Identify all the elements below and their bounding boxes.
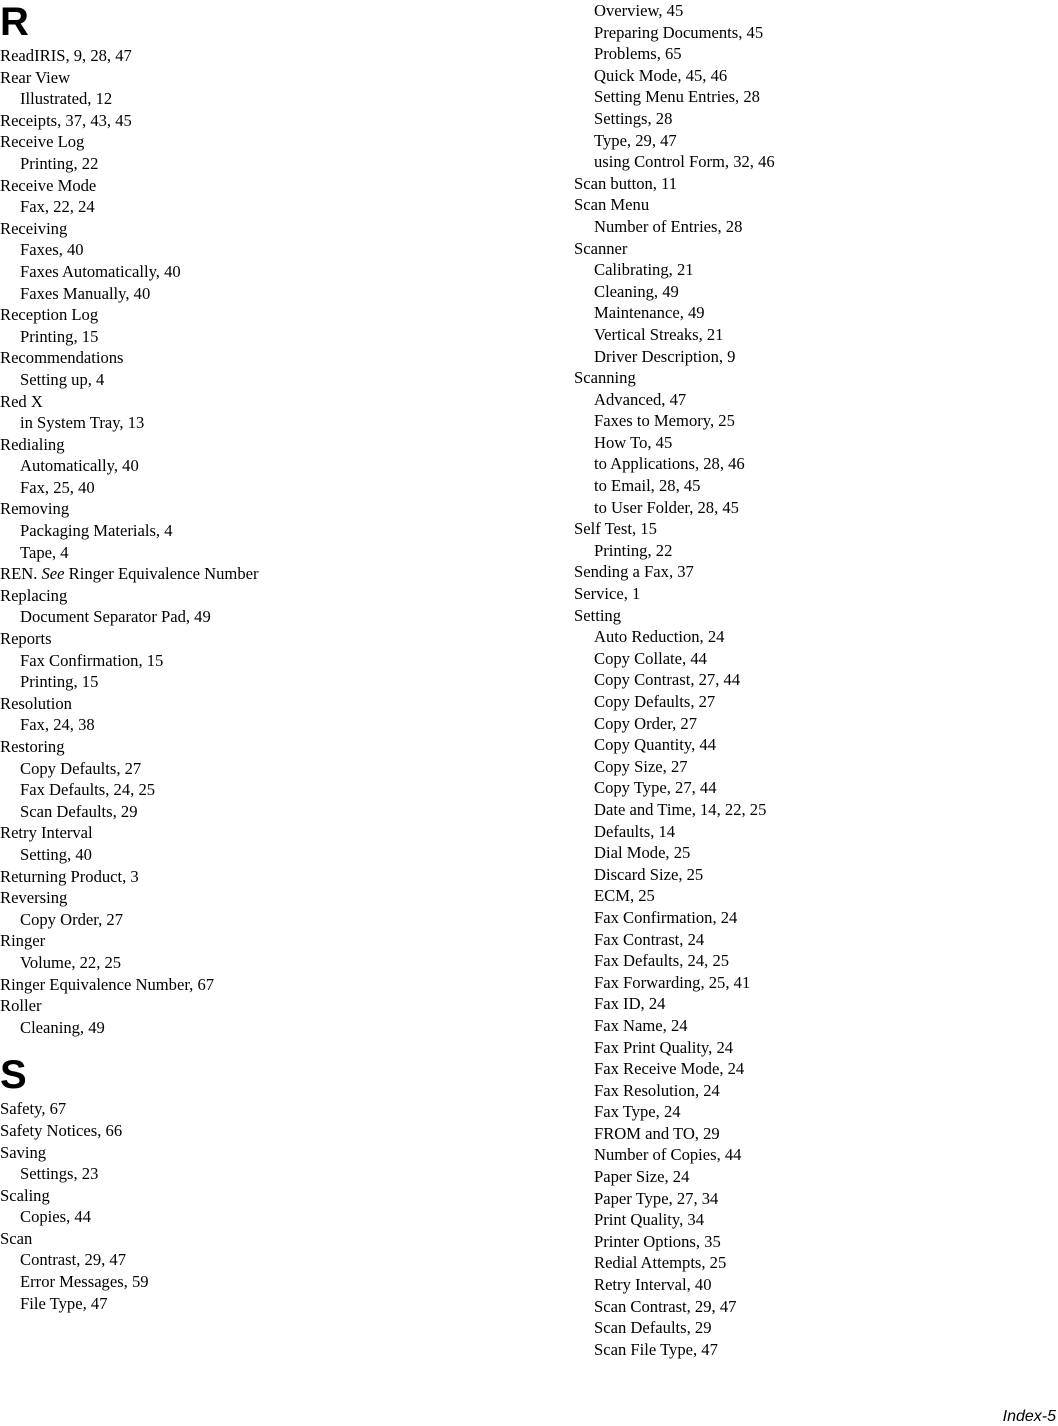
index-subentry: Cleaning, 49	[20, 1017, 105, 1037]
index-subentry: Number of Entries, 28	[594, 216, 743, 236]
index-entry: Redialing	[0, 434, 65, 454]
index-subentry: File Type, 47	[20, 1293, 108, 1313]
index-subentry: Vertical Streaks, 21	[594, 324, 724, 344]
see-target: Ringer Equivalence Number	[64, 564, 259, 584]
index-subentry: Print Quality, 34	[594, 1210, 705, 1230]
index-entry: Ringer	[0, 931, 46, 951]
index-subentry: Copy Order, 27	[594, 713, 698, 733]
index-subentry: Tape, 4	[20, 542, 69, 562]
index-subentry: Copy Defaults, 27	[20, 758, 142, 778]
index-subentry: Date and Time, 14, 22, 25	[594, 799, 767, 819]
index-entry: Self Test, 15	[574, 519, 657, 539]
index-subentry: Discard Size, 25	[594, 864, 704, 884]
index-entry: Replacing	[0, 585, 68, 605]
index-entry-text: REN.	[0, 564, 42, 584]
index-entry: Returning Product, 3	[0, 866, 139, 886]
index-entry: Retry Interval	[0, 823, 93, 843]
index-subentry: Setting up, 4	[20, 369, 105, 389]
index-subentry: Scan Contrast, 29, 47	[594, 1296, 737, 1316]
index-subentry: Fax Defaults, 24, 25	[20, 780, 156, 800]
index-subentry: Contrast, 29, 47	[20, 1250, 127, 1270]
index-entry: Resolution	[0, 693, 72, 713]
index-subentry: Paper Size, 24	[594, 1167, 690, 1187]
index-entry: ReadIRIS, 9, 28, 47	[0, 46, 132, 65]
index-subentry: Printing, 22	[20, 153, 99, 173]
index-entry: Reversing	[0, 888, 68, 908]
index-entry: Removing	[0, 499, 70, 519]
index-subentry: Packaging Materials, 4	[20, 521, 173, 541]
index-subentry: Fax Confirmation, 24	[594, 907, 738, 927]
index-subentry: to Applications, 28, 46	[594, 454, 745, 474]
index-entry: Ringer Equivalence Number, 67	[0, 974, 215, 994]
index-subentry: Cleaning, 49	[594, 281, 679, 301]
index-entry: Roller	[0, 996, 42, 1016]
index-subentry: Fax Print Quality, 24	[594, 1037, 734, 1057]
index-subentry: Retry Interval, 40	[594, 1275, 712, 1295]
index-subentry: Fax Forwarding, 25, 41	[594, 972, 751, 992]
index-subentry: Problems, 65	[594, 44, 682, 64]
index-subentry: Overview, 45	[594, 1, 684, 20]
index-subentry: Defaults, 14	[594, 821, 676, 841]
index-subentry: Scan Defaults, 29	[20, 801, 138, 821]
index-subentry: Scan File Type, 47	[594, 1339, 718, 1359]
index-entry: Scanner	[574, 238, 628, 258]
index-subentry: Dial Mode, 25	[594, 843, 691, 863]
index-entry: Reception Log	[0, 305, 99, 325]
index-subentry: Preparing Documents, 45	[594, 22, 764, 42]
index-entry: Receive Mode	[0, 175, 97, 195]
index-subentry: FROM and TO, 29	[594, 1123, 720, 1143]
index-subentry: Copies, 44	[20, 1207, 91, 1227]
index-entry: Setting	[574, 605, 622, 625]
index-subentry: Copy Defaults, 27	[594, 692, 716, 711]
index-subentry: Printing, 22	[594, 540, 673, 560]
index-subentry: in System Tray, 13	[20, 413, 145, 433]
index-subentry: Printer Options, 35	[594, 1231, 721, 1251]
index-subentry: Setting Menu Entries, 28	[594, 87, 760, 107]
index-subentry: Fax, 24, 38	[20, 715, 95, 735]
section-letter-r: R	[0, 0, 29, 44]
index-entry: Scan Menu	[574, 195, 650, 215]
index-subentry: Fax Resolution, 24	[594, 1080, 720, 1100]
section-letter-s: S	[0, 1053, 27, 1098]
index-entry: Receiving	[0, 218, 68, 238]
index-subentry: Auto Reduction, 24	[594, 627, 725, 647]
index-entry: Red X	[0, 391, 43, 411]
index-subentry: Advanced, 47	[594, 389, 687, 409]
index-entry: Scan	[0, 1228, 33, 1248]
index-subentry: Setting, 40	[20, 844, 92, 864]
index-subentry: Fax Confirmation, 15	[20, 650, 164, 670]
index-entry: Reports	[0, 629, 52, 649]
index-subentry: Paper Type, 27, 34	[594, 1188, 719, 1208]
index-subentry: Faxes Automatically, 40	[20, 261, 181, 281]
index-subentry: Driver Description, 9	[594, 346, 736, 366]
index-subentry: Faxes, 40	[20, 240, 84, 260]
index-subentry: Copy Type, 27, 44	[594, 778, 717, 798]
page-number: Index-5	[1002, 1408, 1056, 1425]
index-subentry: Quick Mode, 45, 46	[594, 65, 728, 85]
index-subentry: Printing, 15	[20, 326, 99, 346]
index-subentry: Fax Defaults, 24, 25	[594, 951, 730, 971]
index-subentry: Volume, 22, 25	[20, 952, 122, 972]
index-entry: Restoring	[0, 737, 65, 756]
index-entry: Scaling	[0, 1185, 50, 1205]
index-subentry: Copy Order, 27	[20, 909, 124, 929]
index-entry: Safety Notices, 66	[0, 1120, 123, 1140]
index-entry: Recommendations	[0, 348, 124, 368]
index-entry: Scanning	[574, 368, 636, 388]
index-subentry: Printing, 15	[20, 672, 99, 692]
index-entry: Scan button, 11	[574, 173, 678, 193]
index-subentry: Error Messages, 59	[20, 1272, 149, 1292]
index-subentry: Calibrating, 21	[594, 260, 694, 280]
index-subentry: Illustrated, 12	[20, 89, 113, 109]
index-entry: Receive Log	[0, 132, 85, 152]
index-subentry: Faxes Manually, 40	[20, 283, 151, 303]
index-subentry: Copy Quantity, 44	[594, 735, 716, 755]
index-subentry: Copy Size, 27	[594, 756, 688, 776]
index-subentry: Fax ID, 24	[594, 994, 666, 1014]
index-subentry: How To, 45	[594, 432, 673, 452]
index-entries-s-right	[574, 0, 1044, 1360]
index-subentry: Number of Copies, 44	[594, 1145, 742, 1165]
index-subentry: Faxes to Memory, 25	[594, 411, 735, 431]
index-entry: Service, 1	[574, 584, 641, 604]
index-entry: Safety, 67	[0, 1099, 67, 1119]
index-entry: Sending a Fax, 37	[574, 562, 694, 582]
index-entry: Rear View	[0, 67, 71, 87]
index-column-left	[0, 0, 540, 1314]
index-subentry: to User Folder, 28, 45	[594, 497, 739, 517]
index-entries-r	[0, 45, 540, 1038]
index-subentry: Copy Collate, 44	[594, 648, 707, 668]
index-entry	[0, 563, 540, 585]
index-subentry: Document Separator Pad, 49	[20, 607, 211, 627]
index-subentry: ECM, 25	[594, 886, 655, 906]
index-subentry: Settings, 23	[20, 1164, 99, 1184]
index-subentry: Redial Attempts, 25	[594, 1253, 727, 1273]
index-entries-s-left	[0, 1098, 540, 1314]
index-subentry: Scan Defaults, 29	[594, 1318, 712, 1338]
index-subentry: Fax Type, 24	[594, 1102, 681, 1122]
index-subentry: Fax Name, 24	[594, 1015, 688, 1035]
index-subentry: Fax, 22, 24	[20, 197, 95, 217]
index-column-right	[574, 0, 1044, 1360]
index-subentry: Type, 29, 47	[594, 130, 677, 150]
index-subentry: to Email, 28, 45	[594, 476, 701, 496]
index-entry: Receipts, 37, 43, 45	[0, 110, 132, 130]
index-subentry: Copy Contrast, 27, 44	[594, 670, 741, 690]
index-subentry: Fax Receive Mode, 24	[594, 1059, 745, 1079]
index-subentry: Settings, 28	[594, 108, 673, 128]
index-subentry: Fax, 25, 40	[20, 477, 95, 497]
index-subentry: Fax Contrast, 24	[594, 929, 705, 949]
index-subentry: Automatically, 40	[20, 456, 139, 476]
index-subentry: Maintenance, 49	[594, 303, 705, 323]
index-subentry: using Control Form, 32, 46	[594, 152, 775, 172]
see-reference: See	[41, 564, 65, 584]
index-entry: Saving	[0, 1142, 47, 1162]
